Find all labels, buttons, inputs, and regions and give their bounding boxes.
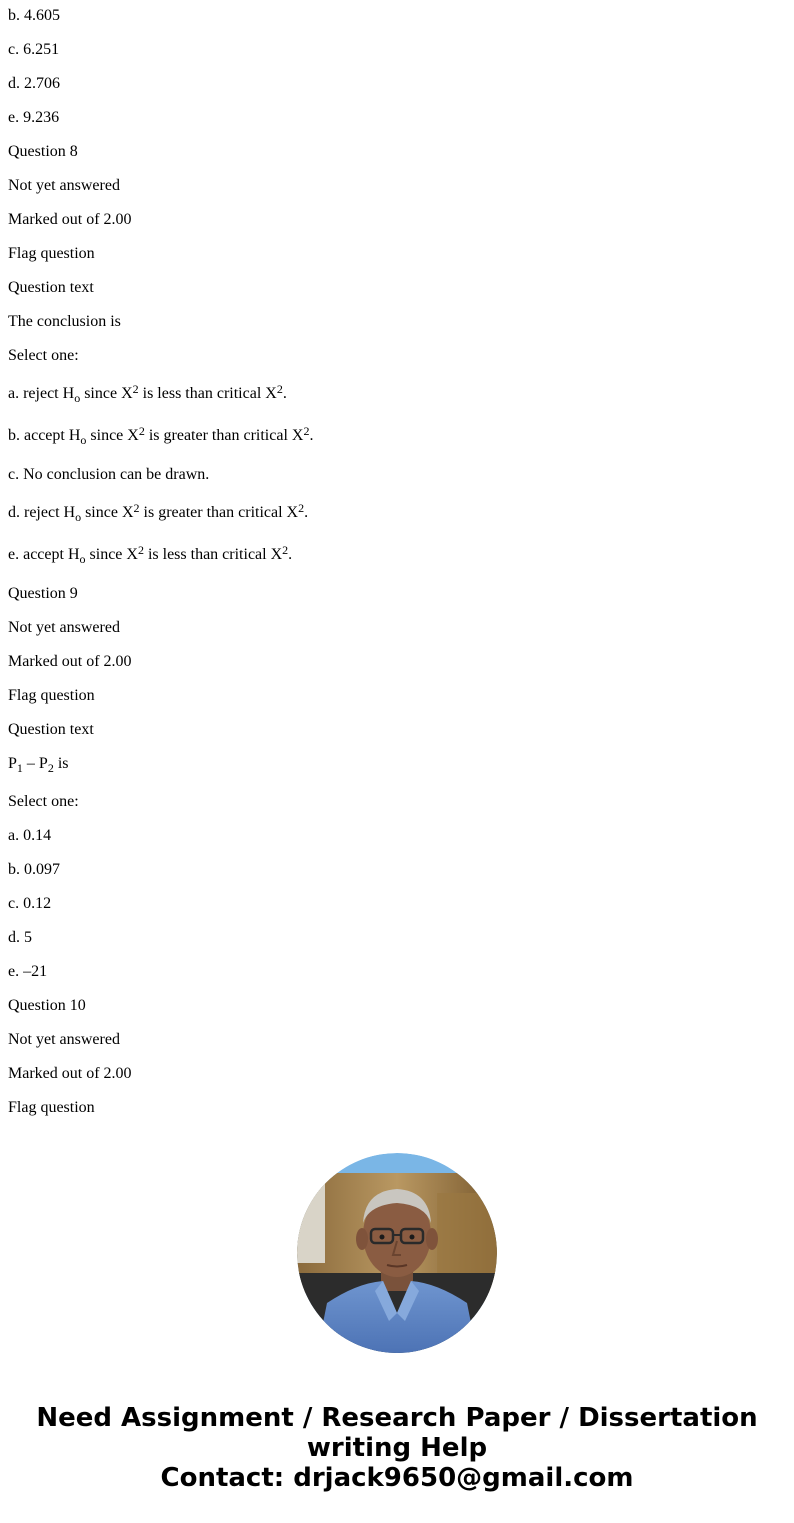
superscript: 2 [137, 542, 144, 557]
superscript: 2 [138, 423, 145, 438]
q9-option-a[interactable]: a. 0.14 [8, 827, 52, 844]
q9-option-d[interactable]: d. 5 [8, 929, 32, 946]
superscript: 2 [132, 381, 139, 396]
text: . [309, 427, 314, 444]
superscript: 2 [282, 542, 289, 557]
q9-marks: Marked out of 2.00 [8, 653, 132, 670]
q8-question-text-label: Question text [8, 279, 94, 296]
text: is [53, 755, 69, 772]
q9-prompt [8, 754, 68, 774]
q9-title: Question 9 [8, 585, 78, 602]
text: P [8, 755, 17, 772]
q9-status: Not yet answered [8, 619, 120, 636]
subscript: o [80, 433, 87, 448]
q8-flag-question[interactable]: Flag question [8, 245, 95, 262]
q7-option-b[interactable]: b. 4.605 [8, 7, 60, 24]
text: is greater than critical X [139, 504, 299, 521]
q8-option-e[interactable] [8, 542, 293, 567]
q7-option-c[interactable]: c. 6.251 [8, 41, 60, 58]
q9-option-c[interactable]: c. 0.12 [8, 895, 52, 912]
text: since X [86, 427, 139, 444]
avatar [297, 1153, 497, 1353]
q10-marks: Marked out of 2.00 [8, 1065, 132, 1082]
portrait-photo [297, 1153, 497, 1353]
subscript: 2 [47, 761, 54, 776]
banner-line-2: writing Help [306, 1433, 488, 1463]
text: e. accept H [8, 546, 80, 563]
q8-marks: Marked out of 2.00 [8, 211, 132, 228]
q7-option-e[interactable]: e. 9.236 [8, 109, 60, 126]
superscript: 2 [303, 423, 310, 438]
text: is greater than critical X [144, 427, 304, 444]
text: d. reject H [8, 504, 76, 521]
q8-prompt: The conclusion is [8, 313, 121, 330]
q10-status: Not yet answered [8, 1031, 120, 1048]
q8-status: Not yet answered [8, 177, 120, 194]
q10-title: Question 10 [8, 997, 86, 1014]
q9-flag-question[interactable]: Flag question [8, 687, 95, 704]
q8-title: Question 8 [8, 143, 78, 160]
q8-option-b[interactable] [8, 423, 314, 448]
text: since X [81, 504, 134, 521]
q8-option-c[interactable]: c. No conclusion can be drawn. [8, 466, 210, 483]
superscript: 2 [276, 381, 283, 396]
q9-question-text-label: Question text [8, 721, 94, 738]
q8-select-one: Select one: [8, 347, 79, 364]
text: . [288, 546, 293, 563]
banner-line-1: Need Assignment / Research Paper / Dissertation [36, 1403, 758, 1433]
q8-option-d[interactable] [8, 500, 309, 525]
superscript: 2 [133, 500, 140, 515]
subscript: o [74, 391, 81, 406]
q10-flag-question[interactable]: Flag question [8, 1099, 95, 1116]
text: since X [85, 546, 138, 563]
text: – P [22, 755, 48, 772]
banner-contact-email[interactable]: Contact: drjack9650@gmail.com [160, 1463, 634, 1493]
text: . [304, 504, 309, 521]
text: . [282, 385, 287, 402]
subscript: o [75, 510, 82, 525]
contact-banner [0, 1403, 794, 1493]
text: is less than critical X [138, 385, 277, 402]
subscript: o [79, 552, 86, 567]
subscript: 1 [16, 761, 23, 776]
text: a. reject H [8, 385, 75, 402]
text: b. accept H [8, 427, 81, 444]
text: is less than critical X [143, 546, 283, 563]
q9-option-e[interactable]: e. –21 [8, 963, 48, 980]
q8-option-a[interactable] [8, 381, 287, 406]
q7-option-d[interactable]: d. 2.706 [8, 75, 60, 92]
text: since X [80, 385, 133, 402]
superscript: 2 [298, 500, 305, 515]
q9-option-b[interactable]: b. 0.097 [8, 861, 60, 878]
q9-select-one: Select one: [8, 793, 79, 810]
